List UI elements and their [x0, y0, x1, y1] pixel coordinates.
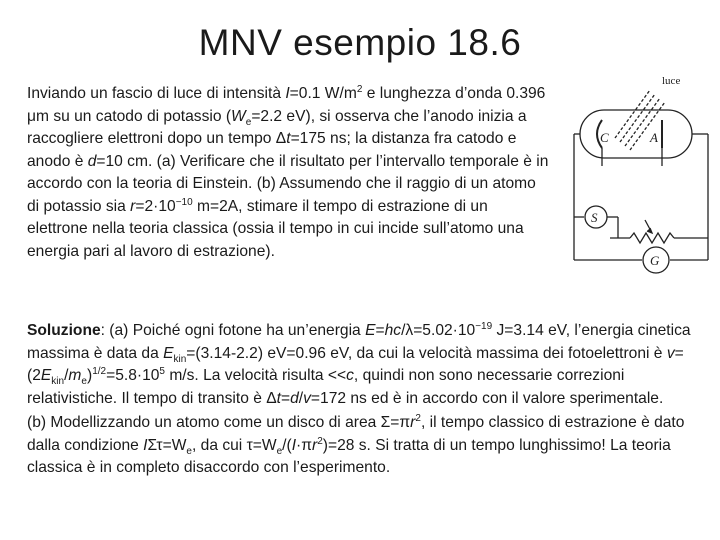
anode-label: A [650, 130, 658, 145]
light-label: luce [662, 75, 681, 87]
s-label: S [591, 210, 598, 225]
g-label: G [650, 253, 660, 268]
solution-part-b: (b) Modellizzando un atomo come un disco di area $\Sigma=\pi r^2$, il tempo classico di estrazione è dato dalla condizione $I\Sigma\tau=W_e$, da cui $\tau=W_e/(I\cdot\pi r^2)=28$ s. Si tratta di un tempo lunghissimo! La teoria classica è in completo disaccordo con l’esperimento. [27, 412, 685, 476]
problem-text: Inviando un fascio di luce di intensità I=0.1 $W/m^2$ e lunghezza d’onda 0.396 μm su un catodo di potassio ($W_e=2.2$ eV), si osserva che l’anodo inizia a raccogliere elettroni dopo un tempo Δt=175 ns; la distanza fra catodo e anodo è d=10 cm. (a) Verificare che il risultato per l’intervallo temporale è in accordo con la teoria di Einstein. (b) Assumendo che il raggio di un atomo di potassio sia $r=2\cdot 10^{-10}$ m=2A, stimare il tempo di estrazione di un elettrone nella teoria classica (ossia il tempo in cui incide sull’atomo una energia pari al lavoro di estrazione). [27, 83, 549, 260]
slide-title: MNV esempio 18.6 [198, 22, 522, 63]
cathode-label: C [600, 130, 609, 145]
potentiometer [630, 233, 674, 243]
phototube-circuit-diagram [570, 70, 715, 290]
solution-text [27, 320, 712, 480]
solution-part-a: Soluzione: (a) Poiché ogni fotone ha un’energia $E=hc/\lambda=5.02\cdot 10^{-19}$ J=3.14 eV, l’energia cinetica massima è data da $E_{kin}=(3.14-2.2)$ eV=0.96 eV, da cui la velocità massima dei fotoelettroni è $v=(2E_{kin}/m_e)^{1/2}=5.8\cdot 10^5$ m/s. La velocità risulta <<c, quindi non sono necessarie correzioni relativistiche. Il tempo di transito è Δt=d/v=172 ns ed è in accordo con il valore sperimentale. [27, 320, 691, 407]
solution-heading: Soluzione [27, 322, 101, 339]
